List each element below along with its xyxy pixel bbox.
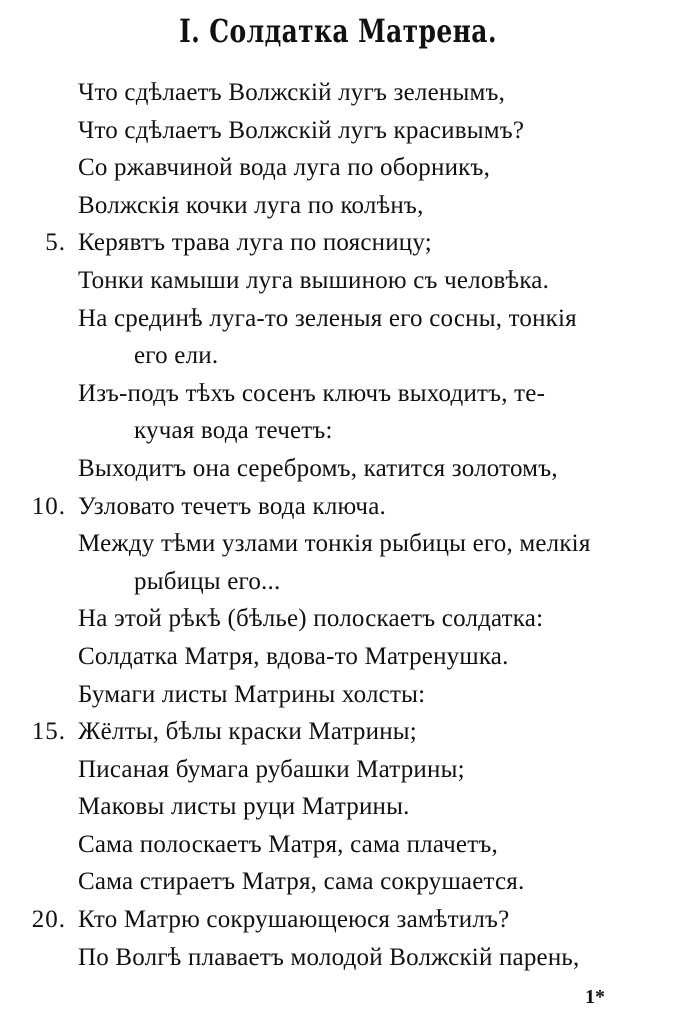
line-text: Сама полоскаетъ Матря, сама плачетъ, (78, 830, 498, 858)
line-text: Писаная бумага рубашки Матрины; (78, 755, 465, 783)
line-text: Тонки камыши луга вышиною съ человѣка. (78, 266, 550, 294)
poem-line (0, 450, 676, 488)
poem-body (0, 74, 676, 976)
line-text: На срединѣ луга-то зеленыя его сосны, тонкія (78, 304, 577, 332)
line-text: Жёлты, бѣлы краски Матрины; (78, 718, 417, 746)
poem-line (0, 863, 676, 901)
poem-line (0, 337, 676, 375)
poem-line (0, 751, 676, 789)
line-text: Между тѣми узлами тонкія рыбицы его, мелкія (78, 530, 591, 558)
line-text: Бумаги листы Матрины холсты: (78, 680, 426, 708)
poem-line (0, 224, 676, 262)
poem-line (0, 939, 676, 977)
poem-line (0, 262, 676, 300)
poem-line (0, 525, 676, 563)
line-text: Узловато течетъ вода ключа. (78, 492, 386, 520)
line-number: 10. (31, 492, 66, 520)
poem-line (0, 600, 676, 638)
poem-line (0, 563, 676, 601)
line-text: Что сдѣлаетъ Волжскій лугъ зеленымъ, (78, 79, 506, 106)
poem-line (0, 412, 676, 450)
poem-line (0, 788, 676, 826)
signature-mark: 1* (585, 986, 605, 1008)
line-number: 20. (31, 906, 66, 934)
line-text: Солдатка Матря, вдова-то Матренушка. (78, 642, 509, 670)
poem-line (0, 826, 676, 864)
line-text: Волжскія кочки луга по колѣнъ, (78, 191, 424, 219)
line-text: Изъ-подъ тѣхъ сосенъ ключъ выходитъ, те- (78, 379, 546, 407)
line-text: Со ржавчиной вода луга по оборникъ, (78, 154, 491, 182)
line-text: его ели. (134, 342, 219, 370)
line-text: По Волгѣ плаваетъ молодой Волжскій парень, (78, 943, 580, 971)
poem-title: I. Солдатка Матрена. (179, 12, 497, 50)
poem-line (0, 149, 676, 187)
line-number: 5. (45, 229, 66, 257)
line-text: рыбицы его... (134, 567, 281, 595)
poem-line (0, 112, 676, 150)
line-text: Выходитъ она серебромъ, катится золотомъ, (78, 454, 558, 482)
line-number: 15. (31, 718, 66, 746)
poem-line (0, 300, 676, 338)
line-text: На этой рѣкѣ (бѣлье) полоскаетъ солдатка: (78, 605, 544, 633)
poem-line (0, 488, 676, 526)
line-text: кучая вода течетъ: (134, 417, 333, 445)
poem-line (0, 74, 676, 112)
poem-line (0, 676, 676, 714)
poem-line (0, 713, 676, 751)
poem-line (0, 901, 676, 939)
poem-line (0, 638, 676, 676)
poem-line (0, 375, 676, 413)
line-text: Маковы листы руци Матрины. (78, 793, 410, 821)
line-text: Что сдѣлаетъ Волжскій лугъ красивымъ? (78, 116, 525, 144)
line-text: Кто Матрю сокрушающеюся замѣтилъ? (78, 906, 510, 934)
line-text: Керявтъ трава луга по поясницу; (78, 229, 432, 257)
line-text: Сама стираетъ Матря, сама сокрушается. (78, 868, 525, 896)
poem-line (0, 187, 676, 225)
